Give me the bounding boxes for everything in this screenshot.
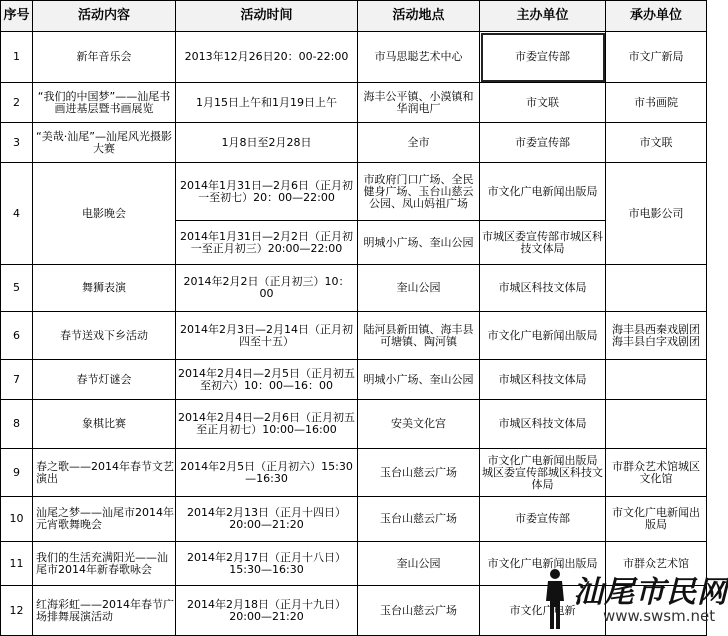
cell-content[interactable]: 我们的生活充满阳光——汕尾市2014年新春歌咏会 (33, 542, 176, 586)
header-place: 活动地点 (358, 1, 480, 32)
table-row (1, 360, 707, 400)
cell-time[interactable]: 2014年2月17日（正月十八日）15:30—16:30 (176, 542, 358, 586)
cell-organizer[interactable]: 市城区委宣传部市城区科技文体局 (480, 221, 606, 265)
table-row (1, 123, 707, 163)
cell-undertaker[interactable] (606, 400, 707, 449)
cell-no[interactable]: 5 (1, 265, 33, 312)
cell-place[interactable]: 奎山公园 (358, 265, 480, 312)
cell-organizer[interactable]: 市文化广电新闻出版局 (480, 542, 606, 586)
table-row (1, 312, 707, 360)
cell-undertaker[interactable]: 市文化广电新闻出版局 (606, 497, 707, 542)
cell-content[interactable]: 春节送戏下乡活动 (33, 312, 176, 360)
cell-organizer[interactable]: 市文联 (480, 83, 606, 123)
cell-undertaker[interactable]: 市群众艺术馆城区文化馆 (606, 449, 707, 497)
cell-time[interactable]: 2014年2月18日（正月十九日）20:00—21:20 (176, 586, 358, 636)
cell-organizer[interactable]: 市城区科技文体局 (480, 360, 606, 400)
cell-time[interactable]: 2014年2月13日（正月十四日）20:00—21:20 (176, 497, 358, 542)
cell-no[interactable]: 2 (1, 83, 33, 123)
cell-no[interactable]: 11 (1, 542, 33, 586)
cell-content[interactable]: 电影晚会 (33, 163, 176, 265)
cell-time[interactable]: 2014年1月31日—2月6日（正月初一至初七）20：00—22:00 (176, 163, 358, 221)
cell-no[interactable]: 8 (1, 400, 33, 449)
cell-undertaker[interactable] (606, 265, 707, 312)
cell-undertaker[interactable]: 市电影公司 (606, 163, 707, 265)
cell-no[interactable]: 9 (1, 449, 33, 497)
cell-place[interactable]: 市政府门口广场、全民健身广场、玉台山慈云公园、凤山妈祖广场 (358, 163, 480, 221)
cell-time[interactable]: 2014年2月2日（正月初三）10：00 (176, 265, 358, 312)
cell-content[interactable]: “美哉·汕尾”—汕尾风光摄影大赛 (33, 123, 176, 163)
cell-undertaker[interactable]: 市书画院 (606, 83, 707, 123)
cell-content[interactable]: 汕尾之梦——汕尾市2014年元宵歌舞晚会 (33, 497, 176, 542)
cell-content[interactable]: 春节灯谜会 (33, 360, 176, 400)
cell-no[interactable]: 1 (1, 32, 33, 83)
cell-place[interactable]: 玉台山慈云广场 (358, 586, 480, 636)
cell-no[interactable]: 12 (1, 586, 33, 636)
cell-organizer[interactable]: 市城区科技文体局 (480, 265, 606, 312)
cell-undertaker[interactable]: 市群众艺术馆 (606, 542, 707, 586)
cell-undertaker[interactable] (606, 360, 707, 400)
header-undertaker: 承办单位 (606, 1, 707, 32)
cell-place[interactable]: 海丰公平镇、小漠镇和华润电厂 (358, 83, 480, 123)
cell-place[interactable]: 陆河县新田镇、海丰县可塘镇、陶河镇 (358, 312, 480, 360)
cell-place[interactable]: 明城小广场、奎山公园 (358, 360, 480, 400)
cell-time[interactable]: 2014年1月31日—2月2日（正月初一至正月初三）20:00—22:00 (176, 221, 358, 265)
header-time: 活动时间 (176, 1, 358, 32)
cell-organizer-selected[interactable]: 市委宣传部 (480, 32, 606, 83)
cell-organizer[interactable]: 市委宣传部 (480, 497, 606, 542)
cell-content[interactable]: 新年音乐会 (33, 32, 176, 83)
watermark-title: 汕尾市民网 (573, 575, 728, 610)
cell-organizer[interactable]: 市文化广电新闻出版局 (480, 163, 606, 221)
cell-time[interactable]: 1月15日上午和1月19日上午 (176, 83, 358, 123)
cell-place[interactable]: 安美文化宫 (358, 400, 480, 449)
watermark-url: www.swsm.net (603, 607, 716, 625)
cell-time[interactable]: 1月8日至2月28日 (176, 123, 358, 163)
table-row (1, 497, 707, 542)
cell-organizer[interactable]: 市城区科技文体局 (480, 400, 606, 449)
cell-organizer[interactable]: 市文化广电新 (480, 586, 606, 636)
cell-organizer[interactable]: 市委宣传部 (480, 123, 606, 163)
table-row (1, 83, 707, 123)
cell-organizer[interactable]: 市文化广电新闻出版局 城区委宣传部城区科技文体局 (480, 449, 606, 497)
cell-place[interactable]: 玉台山慈云广场 (358, 449, 480, 497)
table-row (1, 32, 707, 83)
cell-place[interactable]: 玉台山慈云广场 (358, 497, 480, 542)
person-silhouette-icon (543, 567, 567, 631)
cell-undertaker[interactable]: 市文广新局 (606, 32, 707, 83)
table-row (1, 400, 707, 449)
cell-place[interactable]: 明城小广场、奎山公园 (358, 221, 480, 265)
cell-time[interactable]: 2014年2月3日—2月14日（正月初四至十五） (176, 312, 358, 360)
cell-undertaker[interactable]: 市文联 (606, 123, 707, 163)
cell-undertaker[interactable]: 海丰县西秦戏剧团海丰县白字戏剧团 (606, 312, 707, 360)
cell-no[interactable]: 3 (1, 123, 33, 163)
cell-place[interactable]: 奎山公园 (358, 542, 480, 586)
site-watermark (543, 567, 728, 633)
cell-content[interactable]: “我们的中国梦”——汕尾书画进基层暨书画展览 (33, 83, 176, 123)
cell-no[interactable]: 7 (1, 360, 33, 400)
cell-no[interactable]: 6 (1, 312, 33, 360)
header-organizer: 主办单位 (480, 1, 606, 32)
table-row (1, 265, 707, 312)
header-no: 序号 (1, 1, 33, 32)
cell-place[interactable]: 市马思聪艺术中心 (358, 32, 480, 83)
cell-content[interactable]: 红海彩虹——2014年春节广场排舞展演活动 (33, 586, 176, 636)
cell-organizer[interactable]: 市文化广电新闻出版局 (480, 312, 606, 360)
cell-time[interactable]: 2014年2月5日（正月初六）15:30—16:30 (176, 449, 358, 497)
cell-place[interactable]: 全市 (358, 123, 480, 163)
cell-no[interactable]: 10 (1, 497, 33, 542)
cell-no[interactable]: 4 (1, 163, 33, 265)
cell-content[interactable]: 舞狮表演 (33, 265, 176, 312)
table-row (1, 163, 707, 221)
cell-content[interactable]: 春之歌——2014年春节文艺演出 (33, 449, 176, 497)
header-content: 活动内容 (33, 1, 176, 32)
header-row (1, 1, 707, 32)
cell-time[interactable]: 2013年12月26日20：00-22:00 (176, 32, 358, 83)
table-row (1, 449, 707, 497)
cell-time[interactable]: 2014年2月4日—2月5日（正月初五至初六）10：00—16：00 (176, 360, 358, 400)
cell-content[interactable]: 象棋比赛 (33, 400, 176, 449)
cell-time[interactable]: 2014年2月4日—2月6日（正月初五至正月初七）10:00—16:00 (176, 400, 358, 449)
